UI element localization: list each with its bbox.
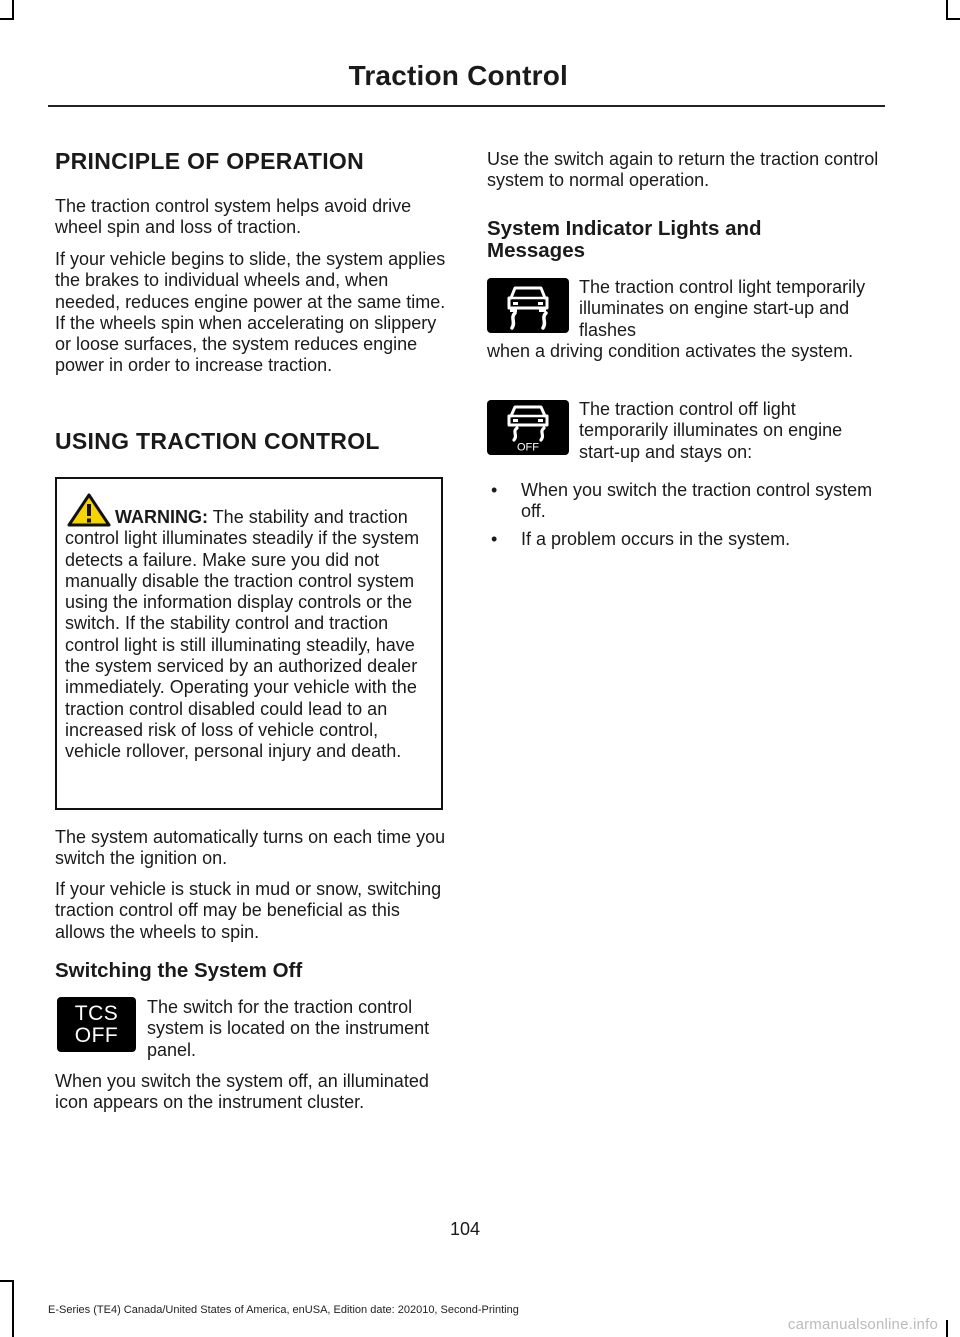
crop-mark xyxy=(946,18,960,20)
crop-mark xyxy=(946,0,948,20)
indicator-traction-control-text-cont: when a driving condition activates the system. xyxy=(487,341,854,361)
heading-principle-of-operation: PRINCIPLE OF OPERATION xyxy=(55,148,365,174)
bullet-dot: • xyxy=(491,480,498,500)
paragraph-return-normal: Use the switch again to return the traction control system to normal operation. xyxy=(487,149,879,191)
page-title: Traction Control xyxy=(348,60,568,91)
bullet-dot: • xyxy=(491,529,498,549)
page-number-value: 104 xyxy=(450,1219,481,1239)
traction-control-off-light-icon xyxy=(487,400,569,455)
crop-mark xyxy=(12,1280,14,1337)
list-item-text: If a problem occurs in the system. xyxy=(521,529,791,549)
indicator-traction-off-text: The traction control off light temporarily illuminates on engine start-up and stays on: xyxy=(579,399,843,462)
crop-mark xyxy=(0,18,14,20)
off-label: OFF xyxy=(517,441,539,452)
crop-mark xyxy=(12,0,14,20)
tcs-label: TCS xyxy=(74,1001,119,1025)
list-item xyxy=(487,480,882,523)
traction-control-light-icon xyxy=(487,278,569,333)
heading-system-indicator-lights: System Indicator Lights and Messages xyxy=(487,217,762,262)
paragraph-auto-on: The system automatically turns on each time you switch the ignition on. xyxy=(55,827,446,869)
skidding-car-icon xyxy=(499,282,557,330)
paragraph-stuck: If your vehicle is stuck in mud or snow, switching traction control off may be beneficial as this allows the wheels to spin. xyxy=(55,879,442,942)
warning-label: WARNING: xyxy=(115,507,208,527)
edition-footer: E-Series (TE4) Canada/United States of America, enUSA, Edition date: 202010, Second-Printing xyxy=(48,1304,519,1316)
list-item xyxy=(487,529,882,550)
indicator-traction-control-text: The traction control light temporarily illuminates on engine start-up and flashes xyxy=(579,277,866,340)
header-divider xyxy=(48,105,885,107)
tcs-off-label: OFF xyxy=(74,1023,119,1047)
paragraph-slide: If your vehicle begins to slide, the system applies the brakes to individual wheels and, when needed, reduces engine power at the same time. If the wheels spin when accelerating on slippery or loose surfaces, the system reduces engine power in order to increase traction. xyxy=(55,249,446,376)
heading-switching-system-off: Switching the System Off xyxy=(55,959,303,982)
heading-using-traction-control: USING TRACTION CONTROL xyxy=(55,428,380,454)
crop-mark xyxy=(0,1280,14,1282)
warning-box xyxy=(55,477,443,810)
paragraph-intro: The traction control system helps avoid drive wheel spin and loss of traction. xyxy=(55,196,412,238)
paragraph-illuminated-icon: When you switch the system off, an illuminated icon appears on the instrument cluster. xyxy=(55,1071,429,1113)
tcs-off-switch-icon xyxy=(57,997,136,1052)
skidding-car-off-icon xyxy=(499,404,557,452)
list-item-text: When you switch the traction control system off. xyxy=(521,480,873,522)
watermark: carmanualsonline.info xyxy=(787,1316,938,1333)
paragraph-switch-location: The switch for the traction control system is located on the instrument panel. xyxy=(147,997,430,1060)
warning-triangle-icon xyxy=(67,493,111,527)
warning-text: The stability and traction control light illuminates steadily if the system detects a failure. Make sure you did not manually disable the traction control system using the information display controls or the switch. If the stability control and traction control light is still illuminating steadily, have the system serviced by an authorized dealer immediately. Operating your vehicle with the traction control disabled could lead to an increased risk of loss of vehicle control, vehicle rollover, personal injury and death. xyxy=(65,507,420,762)
crop-mark xyxy=(946,1320,948,1337)
